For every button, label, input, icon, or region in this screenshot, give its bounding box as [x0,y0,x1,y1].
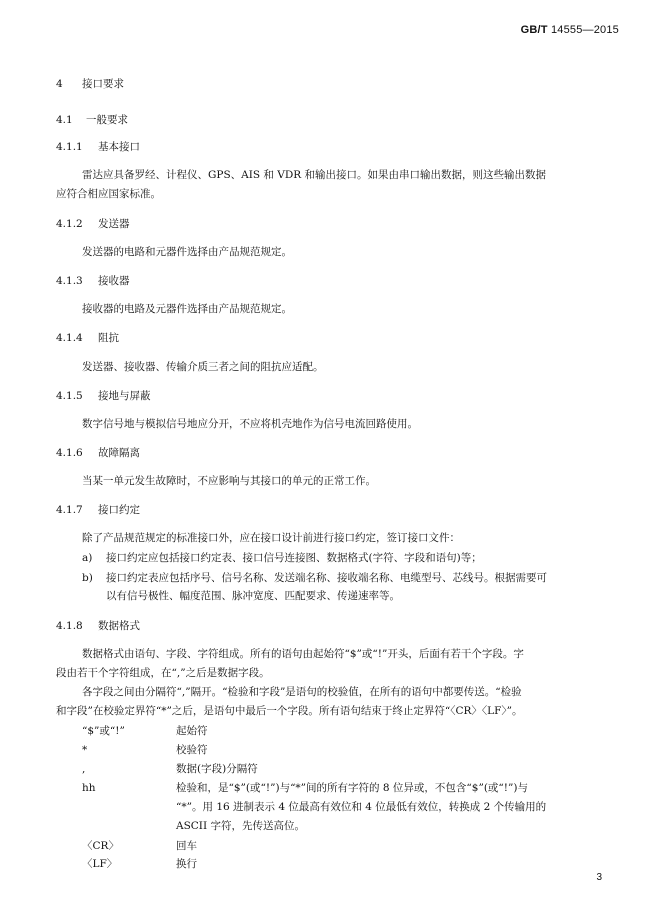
paragraph-line: 各字段之间由分隔符“,”隔开。“检验和字段”是语句的校验值，在所有的语句中都要传送。“检验 [82,686,522,698]
section-number: 4.1.7 [56,504,83,516]
definition-symbol: 〈CR〉 [82,840,119,852]
section-4-1-3-heading [56,274,130,288]
paragraph-line: 发送器的电路和元器件选择由产品规范规定。 [82,246,292,258]
section-4-1-6-heading [56,446,140,460]
section-title: 阻抗 [98,332,119,344]
definition-text: 校验符 [176,744,208,756]
definition-symbol: “$”或“!” [82,725,125,737]
section-number: 4.1.4 [56,332,83,344]
section-4-1-heading [56,113,128,127]
definition-text: 换行 [176,858,197,870]
section-title: 接地与屏蔽 [98,390,151,402]
section-number: 4.1.2 [56,218,83,230]
paragraph-line: 和字段”在校验定界符“*”之后，是语句中最后一个字段。所有语句结束于终止定界符“〈CR〉〈LF〉”。 [56,705,523,717]
section-4-1-2-heading [56,217,130,231]
definition-text: 数据(字段)分隔符 [176,763,258,775]
section-4-1-4-heading [56,331,119,345]
paragraph-line: 段由若干个字符组成，在“,”之后是数据字段。 [56,667,270,679]
section-number: 4.1 [56,114,73,126]
section-title: 接口要求 [82,78,124,90]
section-number: 4 [56,78,63,90]
definition-text: 起始符 [176,725,208,737]
paragraph-line: 数字信号地与模拟信号地应分开，不应将机壳地作为信号电流回路使用。 [82,418,418,430]
standard-prefix: GB/T [520,24,548,36]
definition-text: 回车 [176,840,197,852]
section-title: 发送器 [98,218,130,230]
definition-text: ASCII 字符，先传送高位。 [176,820,305,832]
section-4-heading [56,77,124,91]
standard-number: 14555—2015 [550,24,619,36]
section-number: 4.1.6 [56,447,83,459]
section-4-1-5-heading [56,389,151,403]
section-number: 4.1.8 [56,620,83,632]
list-text: 接口约定表应包括序号、信号名称、发送端名称、接收端名称、电缆型号、芯线号。根据需要可 [106,572,547,584]
section-number: 4.1.5 [56,390,83,402]
list-marker: a) [82,552,93,564]
definition-symbol: hh [82,782,96,794]
section-title: 接收器 [98,275,130,287]
section-title: 故障隔离 [98,447,140,459]
section-number: 4.1.3 [56,275,83,287]
section-number: 4.1.1 [56,141,83,153]
paragraph-line: 除了产品规范规定的标准接口外，应在接口设计前进行接口约定，签订接口文件： [82,532,460,544]
page-number: 3 [596,872,602,883]
definition-symbol: * [82,744,88,756]
section-title: 一般要求 [86,114,128,126]
paragraph-line: 当某一单元发生故障时，不应影响与其接口的单元的正常工作。 [82,475,376,487]
paragraph-line: 数据格式由语句、字段、字符组成。所有的语句由起始符“$”或“!”开头，后面有若干个字段。字 [82,648,524,660]
paragraph-line: 应符合相应国家标准。 [56,188,161,200]
paragraph-line: 发送器、接收器、传输介质三者之间的阻抗应适配。 [82,361,324,373]
definition-symbol: , [82,763,86,775]
section-title: 基本接口 [98,141,140,153]
definition-symbol: 〈LF〉 [82,858,118,870]
section-title: 数据格式 [98,620,140,632]
page-header [521,23,619,37]
paragraph-line: 接收器的电路及元器件选择由产品规范规定。 [82,303,292,315]
definition-text: 检验和，是“$”(或“!”)与“*”间的所有字符的 8 位异或，不包含“$”(或“!”)与 [176,782,528,794]
list-text: 接口约定应包括接口约定表、接口信号连接图、数据格式(字符、字段和语句)等； [106,552,482,564]
definition-text: “*”。用 16 进制表示 4 位最高有效位和 4 位最低有效位，转换成 2 个传输用的 [176,801,547,813]
list-text-continuation: 以有信号极性、幅度范围、脉冲宽度、匹配要求、传递速率等。 [106,590,400,602]
section-4-1-8-heading [56,619,140,633]
list-marker: b) [82,572,93,584]
section-title: 接口约定 [98,504,140,516]
section-4-1-1-heading [56,140,140,154]
section-4-1-7-heading [56,503,140,517]
paragraph-line: 雷达应具备罗经、计程仪、GPS、AIS 和 VDR 和输出接口。如果由串口输出数据，则这些输出数据 [82,169,546,181]
